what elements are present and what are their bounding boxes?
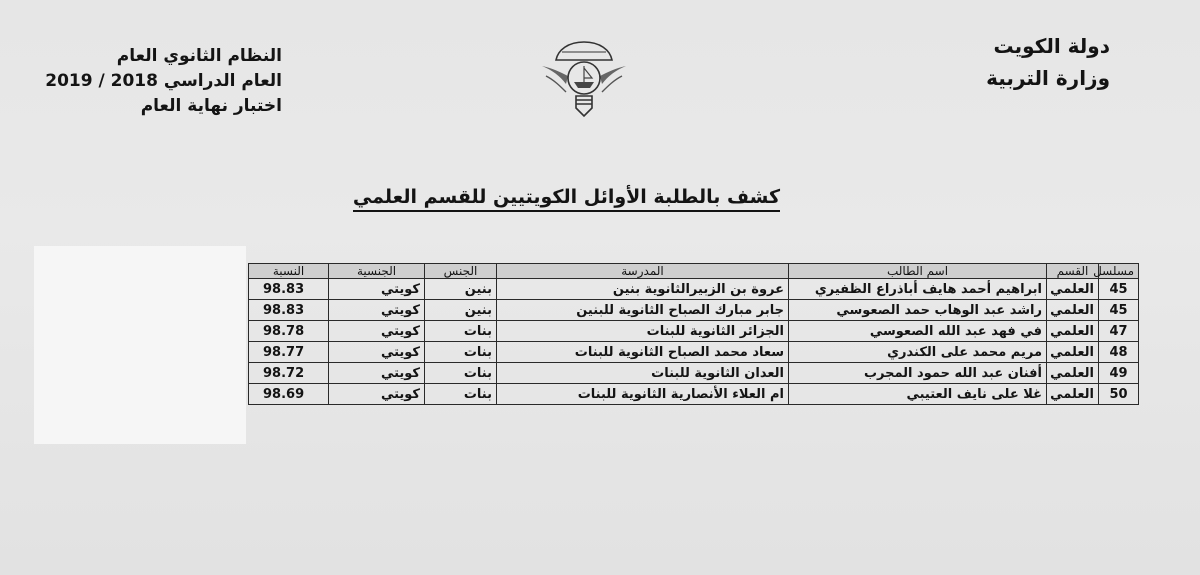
cell-gender: بنات bbox=[425, 342, 497, 363]
cell-percent: 98.83 bbox=[249, 300, 329, 321]
header-percent: النسبة bbox=[249, 264, 329, 279]
cell-percent: 98.78 bbox=[249, 321, 329, 342]
document-title bbox=[352, 186, 780, 208]
cell-gender: بنات bbox=[425, 321, 497, 342]
cell-nationality: كويتي bbox=[329, 300, 425, 321]
header-gender: الجنس bbox=[425, 264, 497, 279]
cell-name: في فهد عبد الله الصعوسي bbox=[789, 321, 1047, 342]
table-row bbox=[249, 279, 1139, 300]
results-table bbox=[248, 263, 1139, 405]
kuwait-emblem-icon bbox=[538, 36, 630, 120]
cell-name: مريم محمد على الكندري bbox=[789, 342, 1047, 363]
header-serial: مسلسل bbox=[1099, 264, 1139, 279]
cell-school: ام العلاء الأنصارية الثانوية للبنات bbox=[497, 384, 789, 405]
cell-serial: 50 bbox=[1099, 384, 1139, 405]
cell-gender: بنات bbox=[425, 384, 497, 405]
system-name: النظام الثانوي العام bbox=[116, 46, 282, 66]
cell-school: جابر مبارك الصباح الثانوية للبنين bbox=[497, 300, 789, 321]
cell-percent: 98.72 bbox=[249, 363, 329, 384]
redacted-area bbox=[34, 246, 246, 444]
ministry-name: وزارة التربية bbox=[986, 66, 1110, 90]
cell-nationality: كويتي bbox=[329, 384, 425, 405]
cell-section: العلمي bbox=[1047, 363, 1099, 384]
cell-section: العلمي bbox=[1047, 384, 1099, 405]
cell-percent: 98.83 bbox=[249, 279, 329, 300]
academic-year: العام الدراسي 2018 / 2019 bbox=[45, 71, 282, 91]
cell-section: العلمي bbox=[1047, 300, 1099, 321]
cell-school: العدان الثانوية للبنات bbox=[497, 363, 789, 384]
cell-name: راشد عبد الوهاب حمد الصعوسي bbox=[789, 300, 1047, 321]
table-row bbox=[249, 384, 1139, 405]
header-nationality: الجنسية bbox=[329, 264, 425, 279]
header-school: المدرسة bbox=[497, 264, 789, 279]
header-right bbox=[986, 30, 1110, 94]
table-row bbox=[249, 342, 1139, 363]
cell-school: سعاد محمد الصباح الثانوية للبنات bbox=[497, 342, 789, 363]
cell-section: العلمي bbox=[1047, 342, 1099, 363]
cell-serial: 45 bbox=[1099, 279, 1139, 300]
table-row bbox=[249, 300, 1139, 321]
cell-name: غلا على نايف العتيبي bbox=[789, 384, 1047, 405]
document-title-text: كشف بالطلبة الأوائل الكويتيين للقسم العلمي bbox=[353, 186, 780, 212]
table-header-row bbox=[249, 264, 1139, 279]
cell-gender: بنات bbox=[425, 363, 497, 384]
cell-percent: 98.77 bbox=[249, 342, 329, 363]
cell-nationality: كويتي bbox=[329, 279, 425, 300]
cell-nationality: كويتي bbox=[329, 321, 425, 342]
cell-gender: بنين bbox=[425, 279, 497, 300]
cell-school: عروة بن الزبيرالثانوية بنين bbox=[497, 279, 789, 300]
cell-serial: 48 bbox=[1099, 342, 1139, 363]
cell-name: ابراهيم أحمد هايف أباذراع الظفيري bbox=[789, 279, 1047, 300]
cell-school: الجزائر الثانوية للبنات bbox=[497, 321, 789, 342]
cell-gender: بنين bbox=[425, 300, 497, 321]
cell-percent: 98.69 bbox=[249, 384, 329, 405]
cell-name: أفنان عبد الله حمود المجرب bbox=[789, 363, 1047, 384]
cell-serial: 49 bbox=[1099, 363, 1139, 384]
state-name: دولة الكويت bbox=[993, 34, 1110, 58]
cell-serial: 47 bbox=[1099, 321, 1139, 342]
table-row bbox=[249, 363, 1139, 384]
cell-section: العلمي bbox=[1047, 279, 1099, 300]
cell-section: العلمي bbox=[1047, 321, 1099, 342]
cell-nationality: كويتي bbox=[329, 342, 425, 363]
cell-serial: 45 bbox=[1099, 300, 1139, 321]
exam-name: اختبار نهاية العام bbox=[140, 96, 282, 116]
cell-nationality: كويتي bbox=[329, 363, 425, 384]
header-name: اسم الطالب bbox=[789, 264, 1047, 279]
header-left bbox=[45, 44, 282, 119]
header-section: القسم bbox=[1047, 264, 1099, 279]
table-row bbox=[249, 321, 1139, 342]
